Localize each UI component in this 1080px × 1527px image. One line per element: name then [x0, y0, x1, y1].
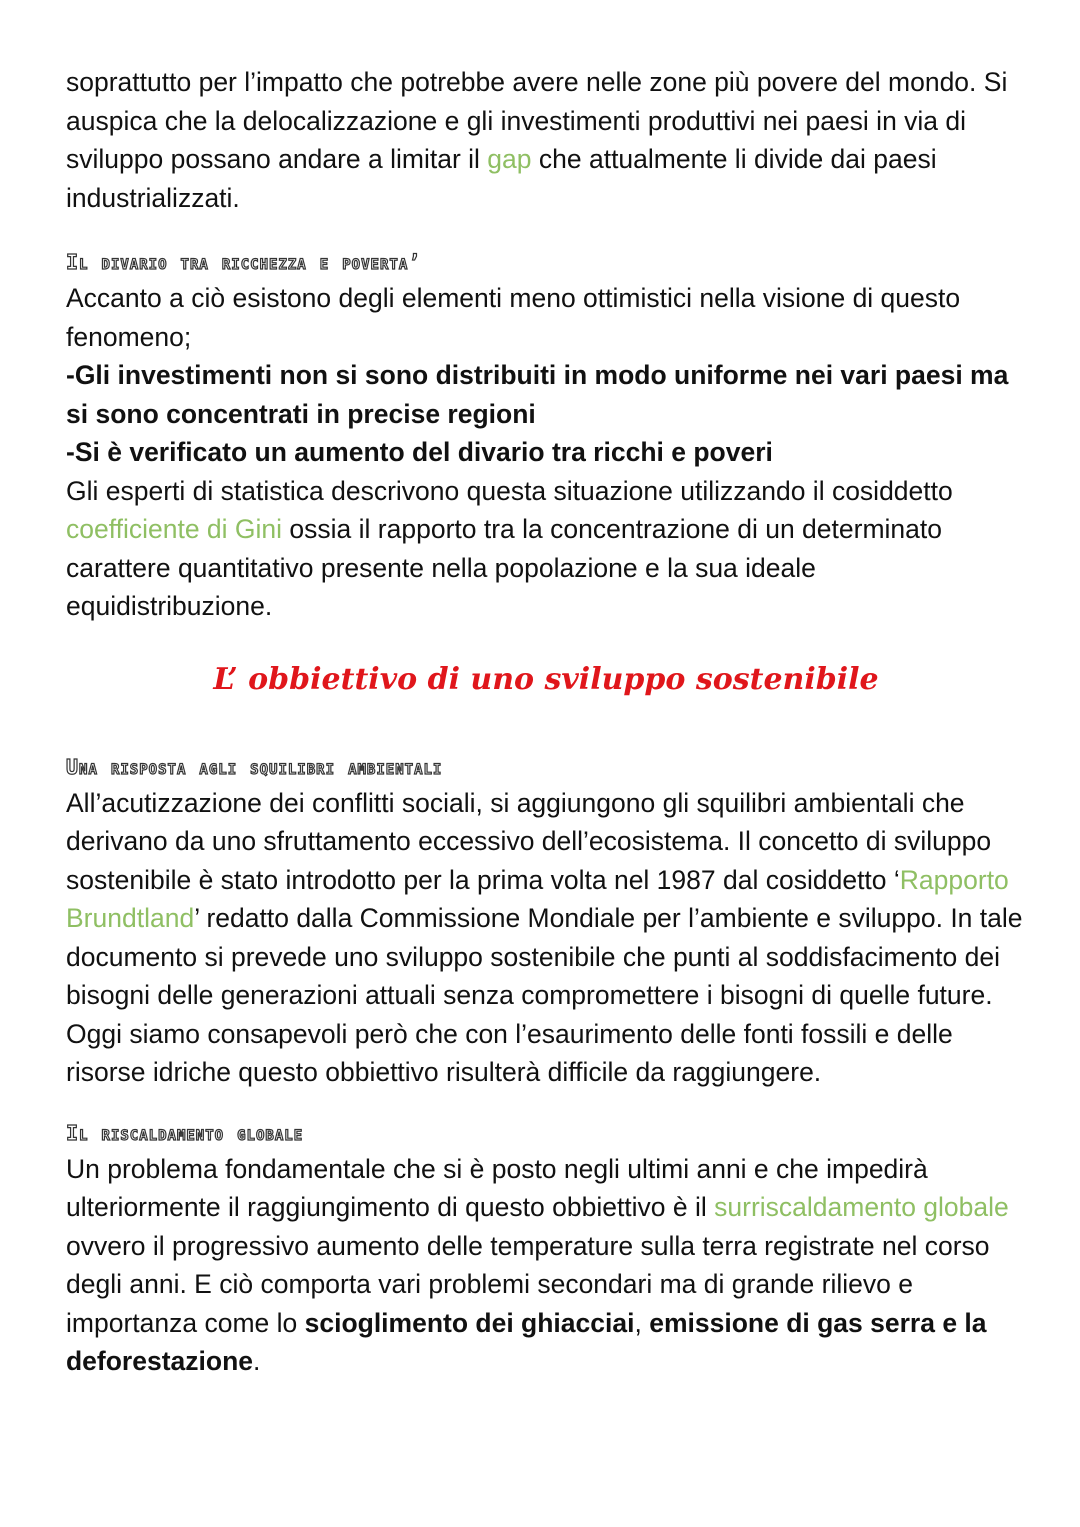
- highlight-surriscaldamento: surriscaldamento globale: [714, 1192, 1009, 1222]
- paragraph-squilibri: All’acutizzazione dei conflitti sociali, si aggiungono gli squilibri ambientali che derivano da uno sfruttamento eccessivo dell’ecosistema. Il concetto di sviluppo sostenibile è stato introdotto per la prima volta nel 1987 dal cosiddetto ‘Rapporto Brundtland’ redatto dalla Commissione Mondiale per l’ambiente e sviluppo. In tale documento si prevede uno sviluppo sostenibile che punti al soddisfacimento dei bisogni delle generazioni attuali senza compromettere i bisogni di quelle future. Oggi siamo consapevoli però che con l’esaurimento delle fonti fossili e delle risorse idriche questo obbiettivo risulterà difficile da raggiungere.: [66, 787, 1023, 1087]
- highlight-gap: gap: [487, 144, 532, 174]
- section-heading-squilibri: Una risposta agli squilibri ambientali: [66, 754, 443, 779]
- section-heading-riscaldamento: Il riscaldamento globale: [66, 1120, 304, 1145]
- section-heading-divario: Il divario tra ricchezza e poverta’: [66, 250, 422, 274]
- paragraph-riscaldamento: Un problema fondamentale che si è posto negli ultimi anni e che impedirà ulteriormente il raggiungimento di questo obbiettivo è il surriscaldamento globale ovvero il progressivo aumento delle temperature sulla terra registrate nel corso degli anni. E ciò comporta vari problemi secondari ma di grande rilievo e importanza come lo scioglimento dei ghiacciai, emissione di gas serra e la deforestazione.: [66, 1153, 1009, 1376]
- bold-point-2: -Si è verificato un aumento del divario tra ricchi e poveri: [66, 437, 773, 467]
- section-title: L’ obbiettivo di uno sviluppo sostenibile: [213, 661, 879, 697]
- bold-ghiacciai: scioglimento dei ghiacciai: [304, 1307, 635, 1338]
- highlight-brundtland: Rapporto Brundtland: [66, 864, 1009, 933]
- document-page: [66, 63, 1026, 1381]
- bold-point-1: -Gli investimenti non si sono distribuiti in modo uniforme nei vari paesi ma si sono concentrati in precise regioni: [66, 360, 1009, 429]
- paragraph-intro: soprattutto per l’impatto che potrebbe avere nelle zone più povere del mondo. Si auspica che la delocalizzazione e gli investimenti produttivi nei paesi in via di sviluppo possano andare a limitar il gap che attualmente li divide dai paesi industrializzati.: [66, 67, 1008, 213]
- paragraph-divario: Accanto a ciò esistono degli elementi meno ottimistici nella visione di questo fenomeno; -Gli investimenti non si sono distribuiti in modo uniforme nei vari paesi ma si sono concentrati in precise regioni -Si è verificato un aumento del divario tra ricchi e poveri Gli esperti di statistica descrivono questa situazione utilizzando il cosiddetto coefficiente di Gini ossia il rapporto tra la concentrazione di un determinato carattere quantitativo presente nella popolazione e la sua ideale equidistribuzione.: [66, 283, 1009, 621]
- bold-emissione: emissione di gas serra e la deforestazione: [66, 1307, 987, 1376]
- highlight-gini: coefficiente di Gini: [66, 514, 283, 544]
